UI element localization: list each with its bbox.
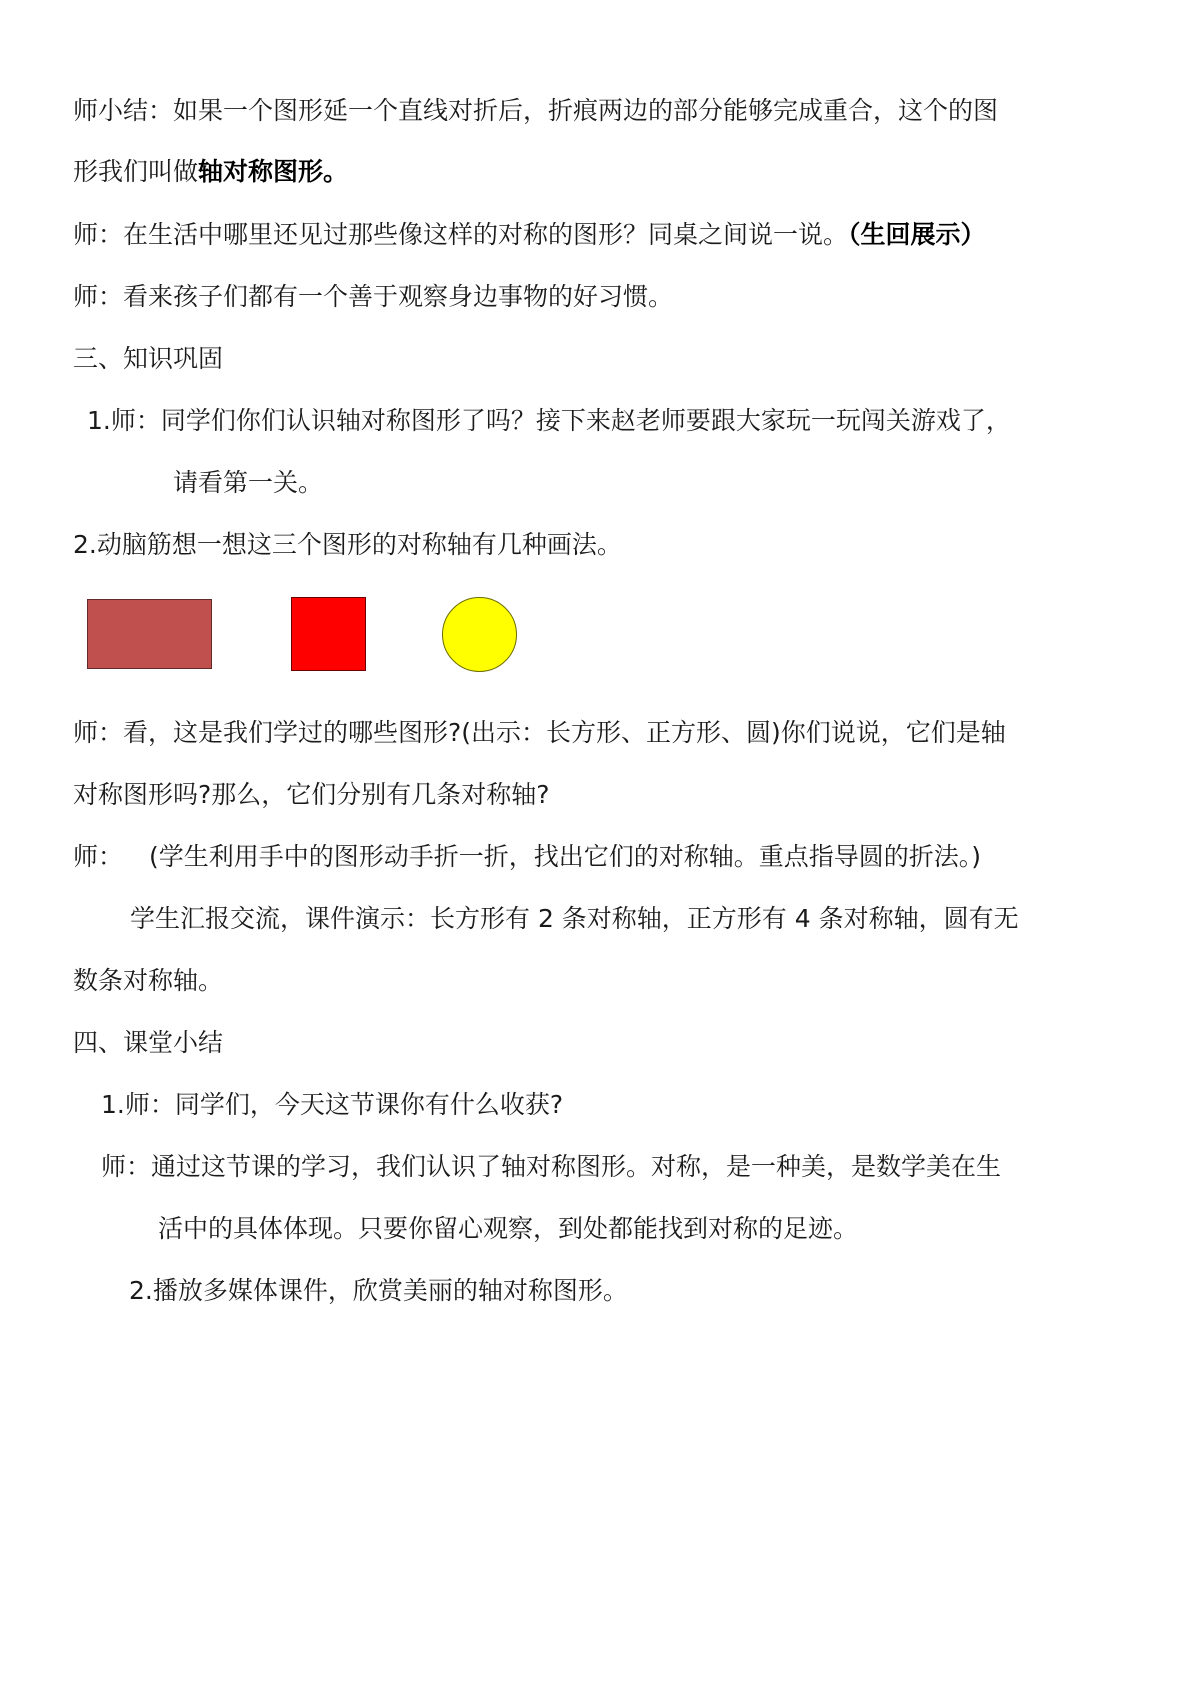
activity-text: (学生利用手中的图形动手折一折，找出它们的对称轴。重点指导圆的折法。) <box>149 842 982 871</box>
item-text: 2.播放多媒体课件，欣赏美丽的轴对称图形。 <box>129 1276 628 1305</box>
item-text: 1.师：同学们你们认识轴对称图形了吗？接下来赵老师要跟大家玩一玩闯关游戏了， <box>87 406 1011 435</box>
paragraph-shapes-line2 <box>73 778 550 812</box>
rectangle-shape <box>87 599 212 669</box>
summary-item-1 <box>101 1088 563 1122</box>
student-show-note: （生回展示） <box>848 220 986 249</box>
summary-teacher-line1 <box>101 1150 1001 1184</box>
paragraph-shapes-line1 <box>73 716 1006 750</box>
summary-item-2 <box>129 1274 628 1308</box>
item-2 <box>73 528 622 562</box>
section-title: 三、知识巩固 <box>73 344 224 373</box>
paragraph-praise <box>73 280 673 314</box>
summary-text: 师小结：如果一个图形延一个直线对折后，折痕两边的部分能够完成重合，这个的图 <box>73 96 999 125</box>
item-1-line2 <box>173 466 323 500</box>
paragraph-summary-line2 <box>73 155 348 189</box>
section-heading-3 <box>73 342 223 376</box>
section-title: 四、课堂小结 <box>73 1028 224 1057</box>
square-shape <box>291 597 366 671</box>
summary-text-cont: 形我们叫做 <box>73 157 199 186</box>
paragraph-question <box>73 218 986 252</box>
summary-teacher-line2 <box>158 1212 858 1246</box>
teacher-summary-text: 师：通过这节课的学习，我们认识了轴对称图形。对称，是一种美，是数学美在生 <box>101 1152 1002 1181</box>
circle-shape <box>442 597 517 672</box>
report-text-cont: 数条对称轴。 <box>73 966 224 995</box>
item-text: 2.动脑筋想一想这三个图形的对称轴有几种画法。 <box>73 530 622 559</box>
teacher-summary-text-cont: 活中的具体体现。只要你留心观察，到处都能找到对称的足迹。 <box>158 1214 859 1243</box>
shapes-text: 师：看，这是我们学过的哪些图形?(出示：长方形、正方形、圆)你们说说，它们是轴 <box>73 718 1006 747</box>
teacher-label: 师： <box>73 842 124 871</box>
shapes-text-cont: 对称图形吗?那么，它们分别有几条对称轴? <box>73 780 550 809</box>
section-heading-4 <box>73 1026 223 1060</box>
paragraph-summary-line1 <box>73 94 998 128</box>
report-text: 学生汇报交流，课件演示：长方形有 2 条对称轴，正方形有 4 条对称轴，圆有无 <box>130 904 1019 933</box>
question-text: 师：在生活中哪里还见过那些像这样的对称的图形？同桌之间说一说。 <box>73 220 849 249</box>
item-text: 1.师：同学们，今天这节课你有什么收获? <box>101 1090 564 1119</box>
paragraph-activity <box>73 840 981 874</box>
term-axis-symmetry: 轴对称图形。 <box>198 157 349 186</box>
paragraph-report-line2 <box>73 964 223 998</box>
praise-text: 师：看来孩子们都有一个善于观察身边事物的好习惯。 <box>73 282 674 311</box>
item-text-cont: 请看第一关。 <box>173 468 324 497</box>
paragraph-report-line1 <box>130 902 1019 936</box>
item-1-line1 <box>87 404 1011 438</box>
